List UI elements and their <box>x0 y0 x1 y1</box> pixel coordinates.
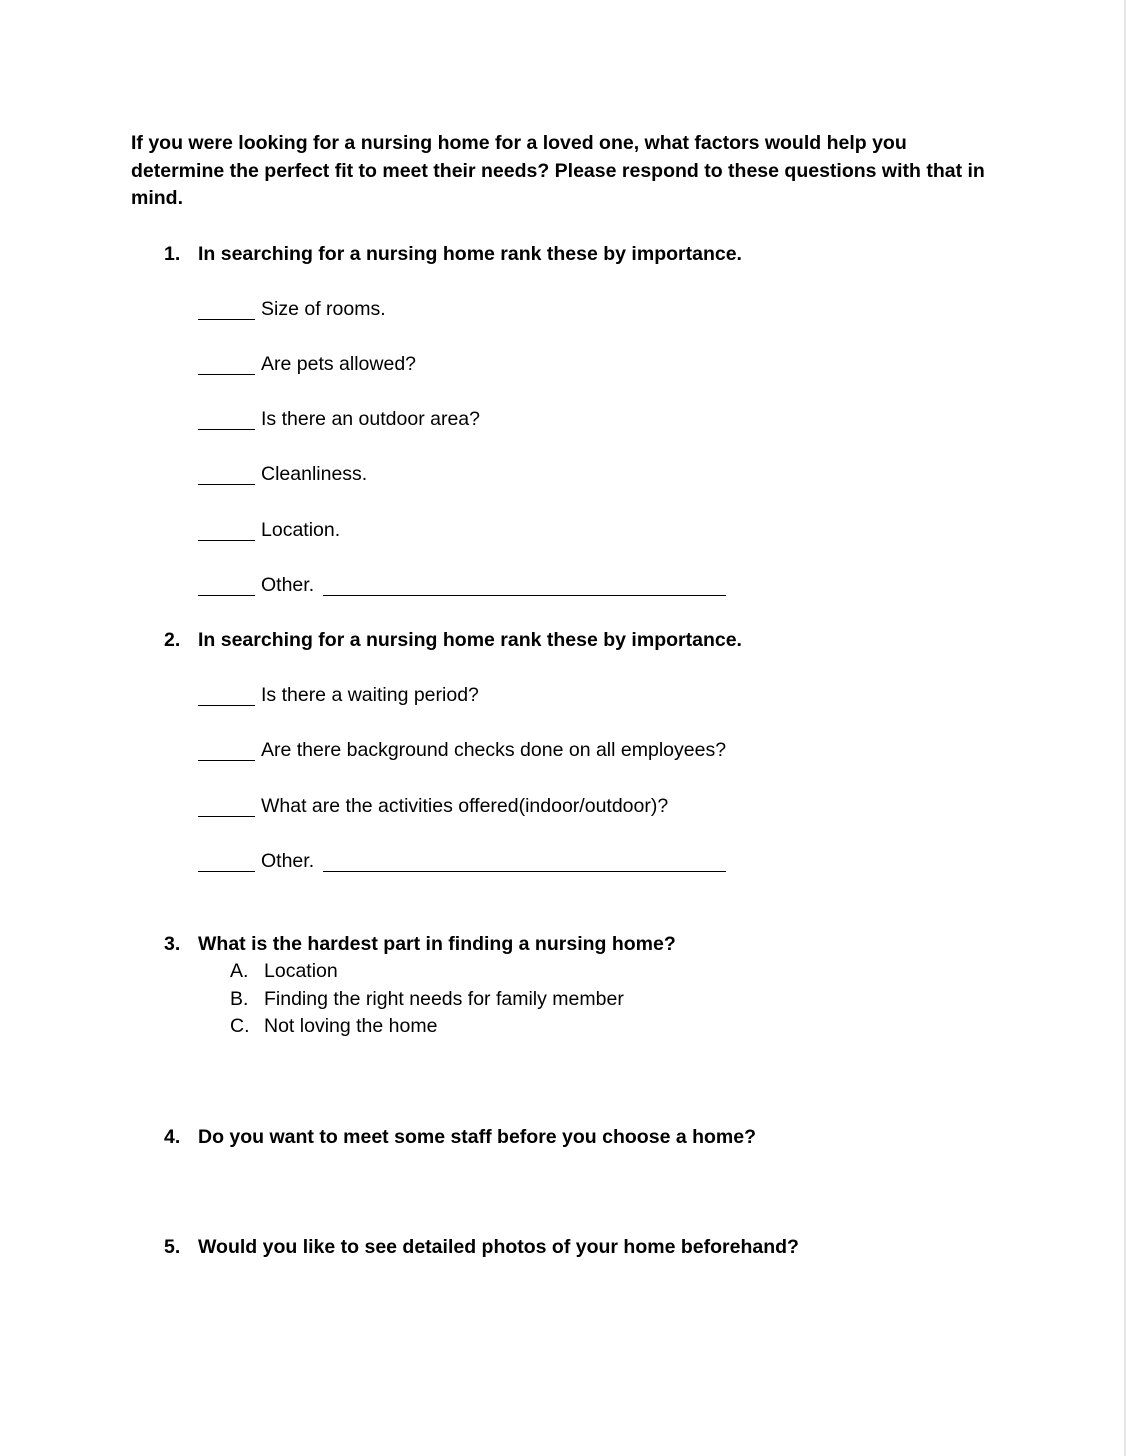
question-number: 2. <box>164 629 181 651</box>
other-blank[interactable] <box>323 871 726 872</box>
question-text: Do you want to meet some staff before you choose a home? <box>198 1126 757 1148</box>
rank-blank[interactable] <box>198 760 255 761</box>
rank-item-label: Is there a waiting period? <box>261 684 479 706</box>
choice-text: Location <box>264 960 338 982</box>
choice-letter: C. <box>230 1015 250 1037</box>
rank-blank[interactable] <box>198 484 255 485</box>
question-text: What is the hardest part in finding a nursing home? <box>198 933 676 955</box>
question-text: Would you like to see detailed photos of your home beforehand? <box>198 1236 799 1258</box>
rank-blank[interactable] <box>198 705 255 706</box>
rank-item-label: Are pets allowed? <box>261 353 417 375</box>
question-number: 3. <box>164 933 181 955</box>
question-text: In searching for a nursing home rank these by importance. <box>198 629 742 651</box>
rank-blank[interactable] <box>198 540 255 541</box>
question-number: 1. <box>164 243 181 265</box>
intro-text: If you were looking for a nursing home for a loved one, what factors would help you determine the perfect fit to meet their needs? Please respond to these questions with that in mind. <box>131 132 985 209</box>
rank-item-label: What are the activities offered(indoor/outdoor)? <box>261 795 669 817</box>
rank-blank[interactable] <box>198 374 255 375</box>
choice-text: Finding the right needs for family member <box>264 988 624 1010</box>
rank-item-label: Size of rooms. <box>261 298 386 320</box>
choice-text: Not loving the home <box>264 1015 438 1037</box>
question-text: In searching for a nursing home rank these by importance. <box>198 243 742 265</box>
rank-blank[interactable] <box>198 595 255 596</box>
rank-item-label: Is there an outdoor area? <box>261 408 480 430</box>
question-number: 5. <box>164 1236 181 1258</box>
rank-item-label: Other. <box>261 850 315 872</box>
other-blank[interactable] <box>323 595 726 596</box>
rank-blank[interactable] <box>198 429 255 430</box>
rank-blank[interactable] <box>198 816 255 817</box>
rank-item-label: Are there background checks done on all employees? <box>261 739 727 761</box>
rank-item-label: Cleanliness. <box>261 463 368 485</box>
rank-blank[interactable] <box>198 319 255 320</box>
choice-letter: B. <box>230 988 249 1010</box>
choice-letter: A. <box>230 960 249 982</box>
rank-blank[interactable] <box>198 871 255 872</box>
question-number: 4. <box>164 1126 181 1148</box>
rank-item-label: Location. <box>261 519 341 541</box>
rank-item-label: Other. <box>261 574 315 596</box>
